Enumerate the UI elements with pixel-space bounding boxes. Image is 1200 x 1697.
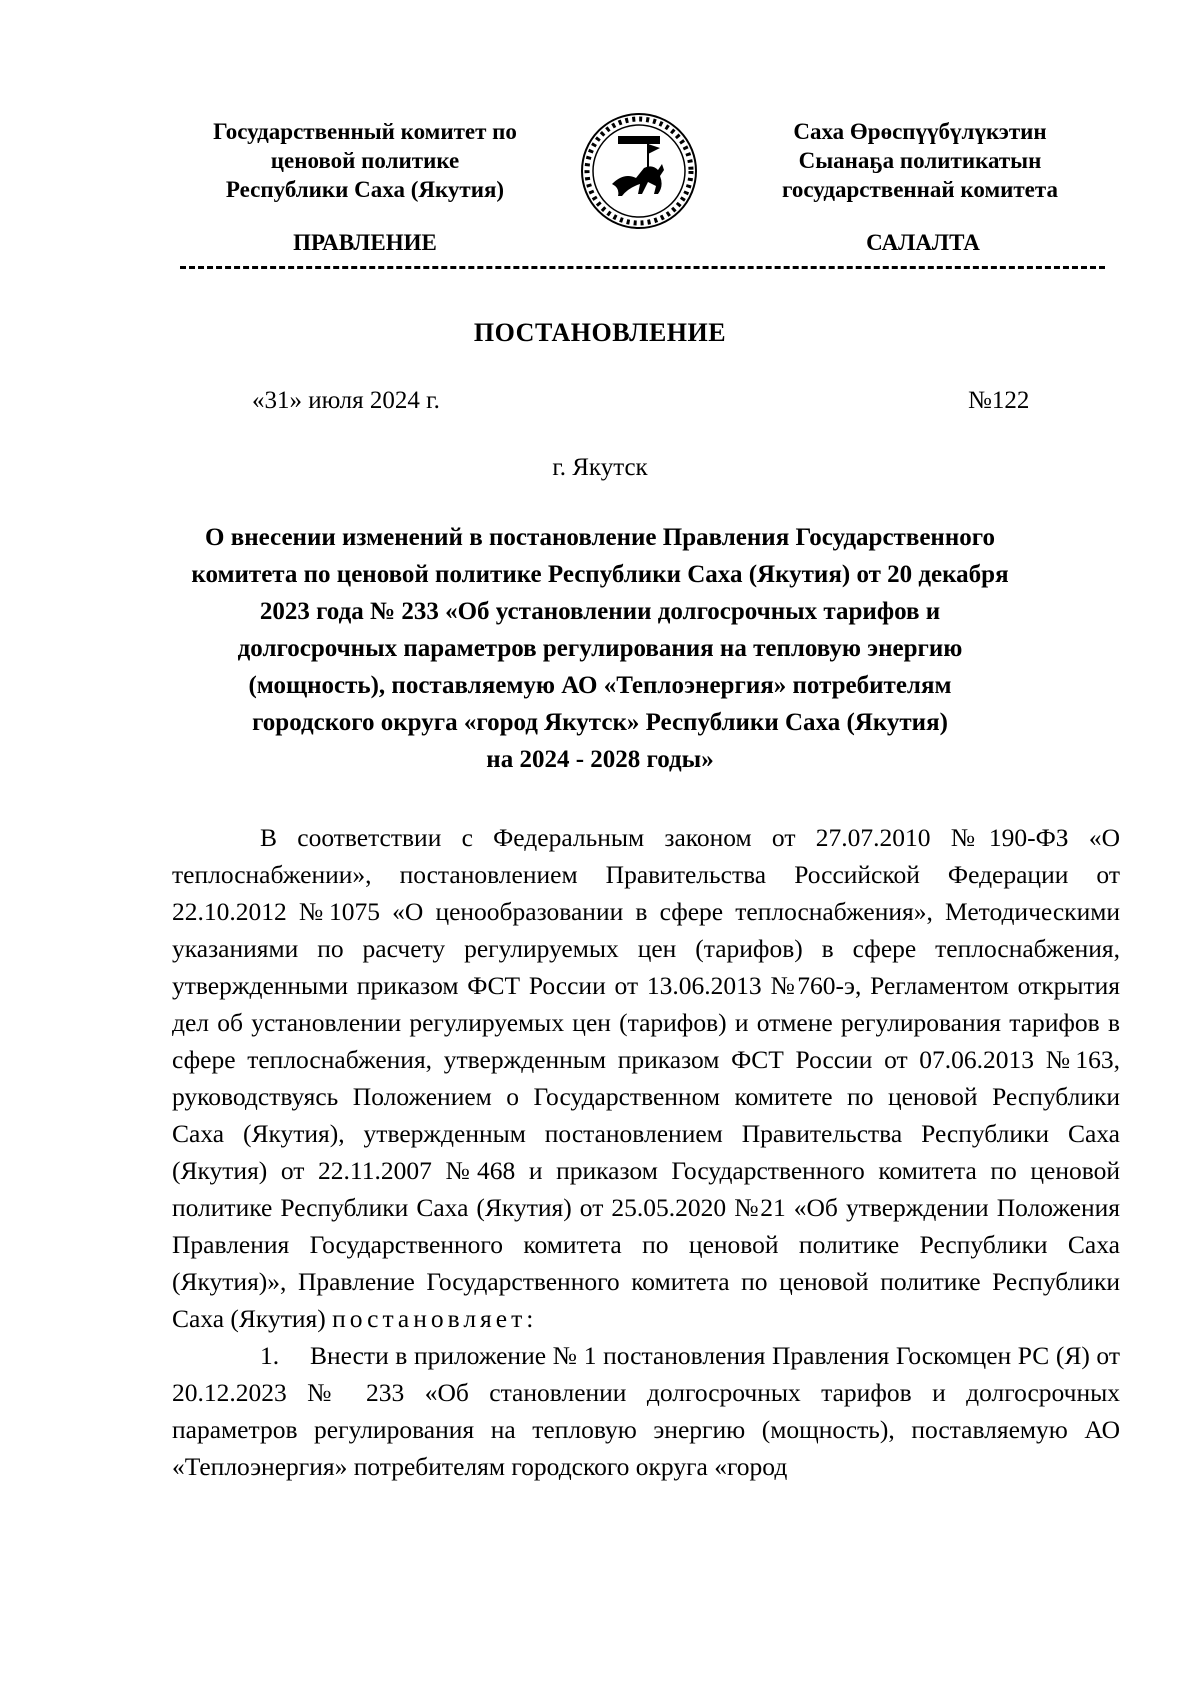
header-right-line: Сыанаҕа политикатын (798, 148, 1042, 173)
header-right-line: Саха Өрөспүүбүлүкэтин (793, 119, 1047, 144)
header-left-line: Государственный комитет по (213, 119, 517, 144)
resolves-word: постановляет: (332, 1304, 538, 1333)
header-left-line: ценовой политике (270, 148, 460, 173)
item-1-paragraph (172, 1337, 1120, 1485)
header-right-department: САЛАЛТА (866, 230, 980, 255)
preamble-paragraph (172, 819, 1120, 1337)
title-line: комитета по ценовой политике Республики Саха (Якутия) от 20 декабря (191, 561, 1009, 588)
header-right-agency (735, 117, 1105, 204)
title-line: 2023 года № 233 «Об установлении долгосрочных тарифов и (259, 598, 941, 625)
header-left-department: ПРАВЛЕНИЕ (293, 230, 437, 255)
document-body (172, 819, 1120, 1485)
title-line: (мощность), поставляемую АО «Теплоэнергия» потребителям (248, 672, 952, 699)
title-line: долгосрочных параметров регулирования на тепловую энергию (237, 635, 963, 662)
title-line: городского округа «город Якутск» Республики Саха (Якутия) (252, 709, 948, 736)
document-number: №122 (968, 387, 1030, 414)
item-1-text: Внести в приложение № 1 постановления Правления Госкомцен РС (Я) от 20.12.2023 № 233 «Об становлении долгосрочных тарифов и долгосрочных параметров регулирования на тепловую энергию (мощность), поставляемую АО «Теплоэнергия» потребителям городского округа «город (172, 1341, 1120, 1481)
header-divider (180, 266, 1105, 269)
document-type: ПОСТАНОВЛЕНИЕ (473, 318, 727, 347)
header-left-agency (165, 117, 565, 204)
item-1-number: 1. (260, 1341, 280, 1370)
document-date: «31» июля 2024 г. (252, 387, 440, 414)
header-left-line: Республики Саха (Якутия) (225, 177, 505, 202)
coat-of-arms-emblem-icon (578, 110, 700, 232)
title-line: О внесении изменений в постановление Правления Государственного (205, 524, 995, 551)
document-city: г. Якутск (552, 454, 648, 481)
document-title (150, 519, 1050, 778)
title-line: на 2024 - 2028 годы» (486, 746, 714, 773)
preamble-text: В соответствии с Федеральным законом от 27.07.2010 №190-ФЗ «О теплоснабжении», постановлением Правительства Российской Федерации от 22.10.2012 №1075 «О ценообразовании в сфере теплоснабжения», Методическими указаниями по расчету регулируемых цен (тарифов) в сфере теплоснабжения, утвержденными приказом ФСТ России от 13.06.2013 №760-э, Регламентом открытия дел об установлении регулируемых цен (тарифов) и отмене регулирования тарифов в сфере теплоснабжения, утвержденным приказом ФСТ России от 07.06.2013 №163, руководствуясь Положением о Государственном комитете по ценовой Республики Саха (Якутия), утвержденным постановлением Правительства Республики Саха (Якутия) от 22.11.2007 №468 и приказом Государственного комитета по ценовой политике Республики Саха (Якутия) от 25.05.2020 №21 «Об утверждении Положения Правления Государственного комитета по ценовой политике Республики Саха (Якутия)», Правление Государственного комитета по ценовой политике Республики Саха (Якутия) (172, 823, 1120, 1333)
header-right-line: государственнай комитета (782, 177, 1058, 202)
